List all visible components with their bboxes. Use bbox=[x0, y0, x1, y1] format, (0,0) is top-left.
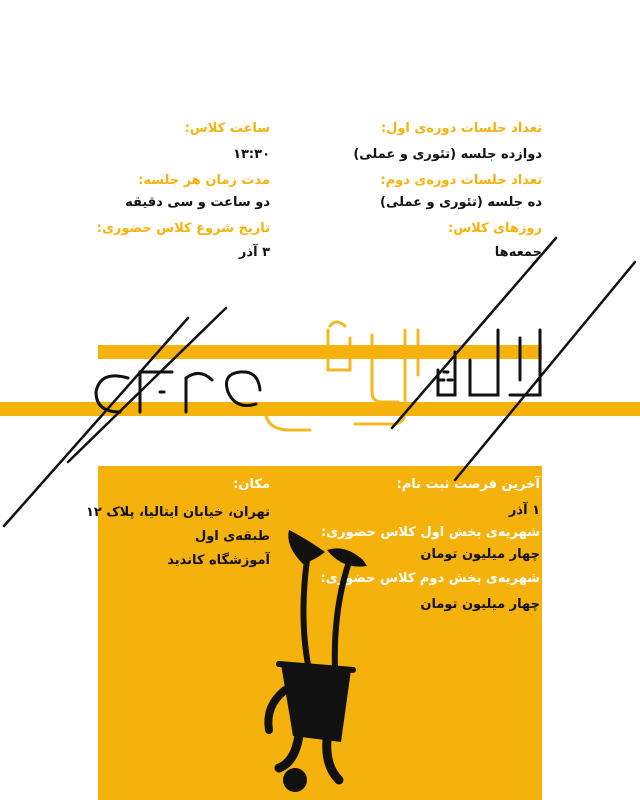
location-line-floor: طبقه‌ی اول bbox=[194, 529, 270, 544]
tuition-second-label: شهریه‌ی بخش دوم کلاس حضوری: bbox=[320, 571, 540, 586]
location-label: مکان: bbox=[233, 477, 270, 492]
session-duration-label: مدت زمان هر جلسه: bbox=[138, 173, 270, 188]
tuition-first-value: چهار میلیون تومان bbox=[420, 547, 540, 562]
class-days-value: جمعه‌ها bbox=[494, 245, 542, 260]
location-line-institute: آموزشگاه کاندید bbox=[167, 553, 270, 568]
sessions-first-value: دوازده جلسه (تئوری و عملی) bbox=[353, 147, 542, 162]
location-info bbox=[85, 476, 270, 576]
start-date-label: تاریخ شروع کلاس حضوری: bbox=[96, 221, 270, 236]
info-column-left bbox=[70, 120, 270, 270]
info-column-right bbox=[302, 120, 542, 270]
class-time-label: ساعت کلاس: bbox=[184, 121, 270, 136]
online-word-strokes bbox=[265, 322, 418, 430]
tuition-second-value: چهار میلیون تومان bbox=[420, 597, 540, 612]
sessions-second-label: تعداد جلسات دوره‌ی دوم: bbox=[380, 173, 542, 188]
class-days-label: روزهای کلاس: bbox=[448, 221, 542, 236]
sessions-second-value: ده جلسه (تئوری و عملی) bbox=[380, 195, 542, 210]
session-duration-value: دو ساعت و سی دقیقه bbox=[125, 195, 270, 210]
class-time-value: ۱۳:۳۰ bbox=[233, 147, 270, 162]
deadline-label: آخرین فرصت ثبت نام: bbox=[396, 477, 540, 492]
deadline-value: ۱ آذر bbox=[508, 503, 540, 518]
tuition-first-label: شهریه‌ی بخش اول کلاس حضوری: bbox=[321, 525, 540, 540]
start-date-value: ۳ آذر bbox=[238, 245, 270, 260]
sessions-first-label: تعداد جلسات دوره‌ی اول: bbox=[380, 121, 542, 136]
plant-figure-illustration bbox=[255, 530, 395, 800]
location-line-address: تهران، خیابان ایتالیا، پلاک ۱۲ bbox=[85, 505, 270, 520]
